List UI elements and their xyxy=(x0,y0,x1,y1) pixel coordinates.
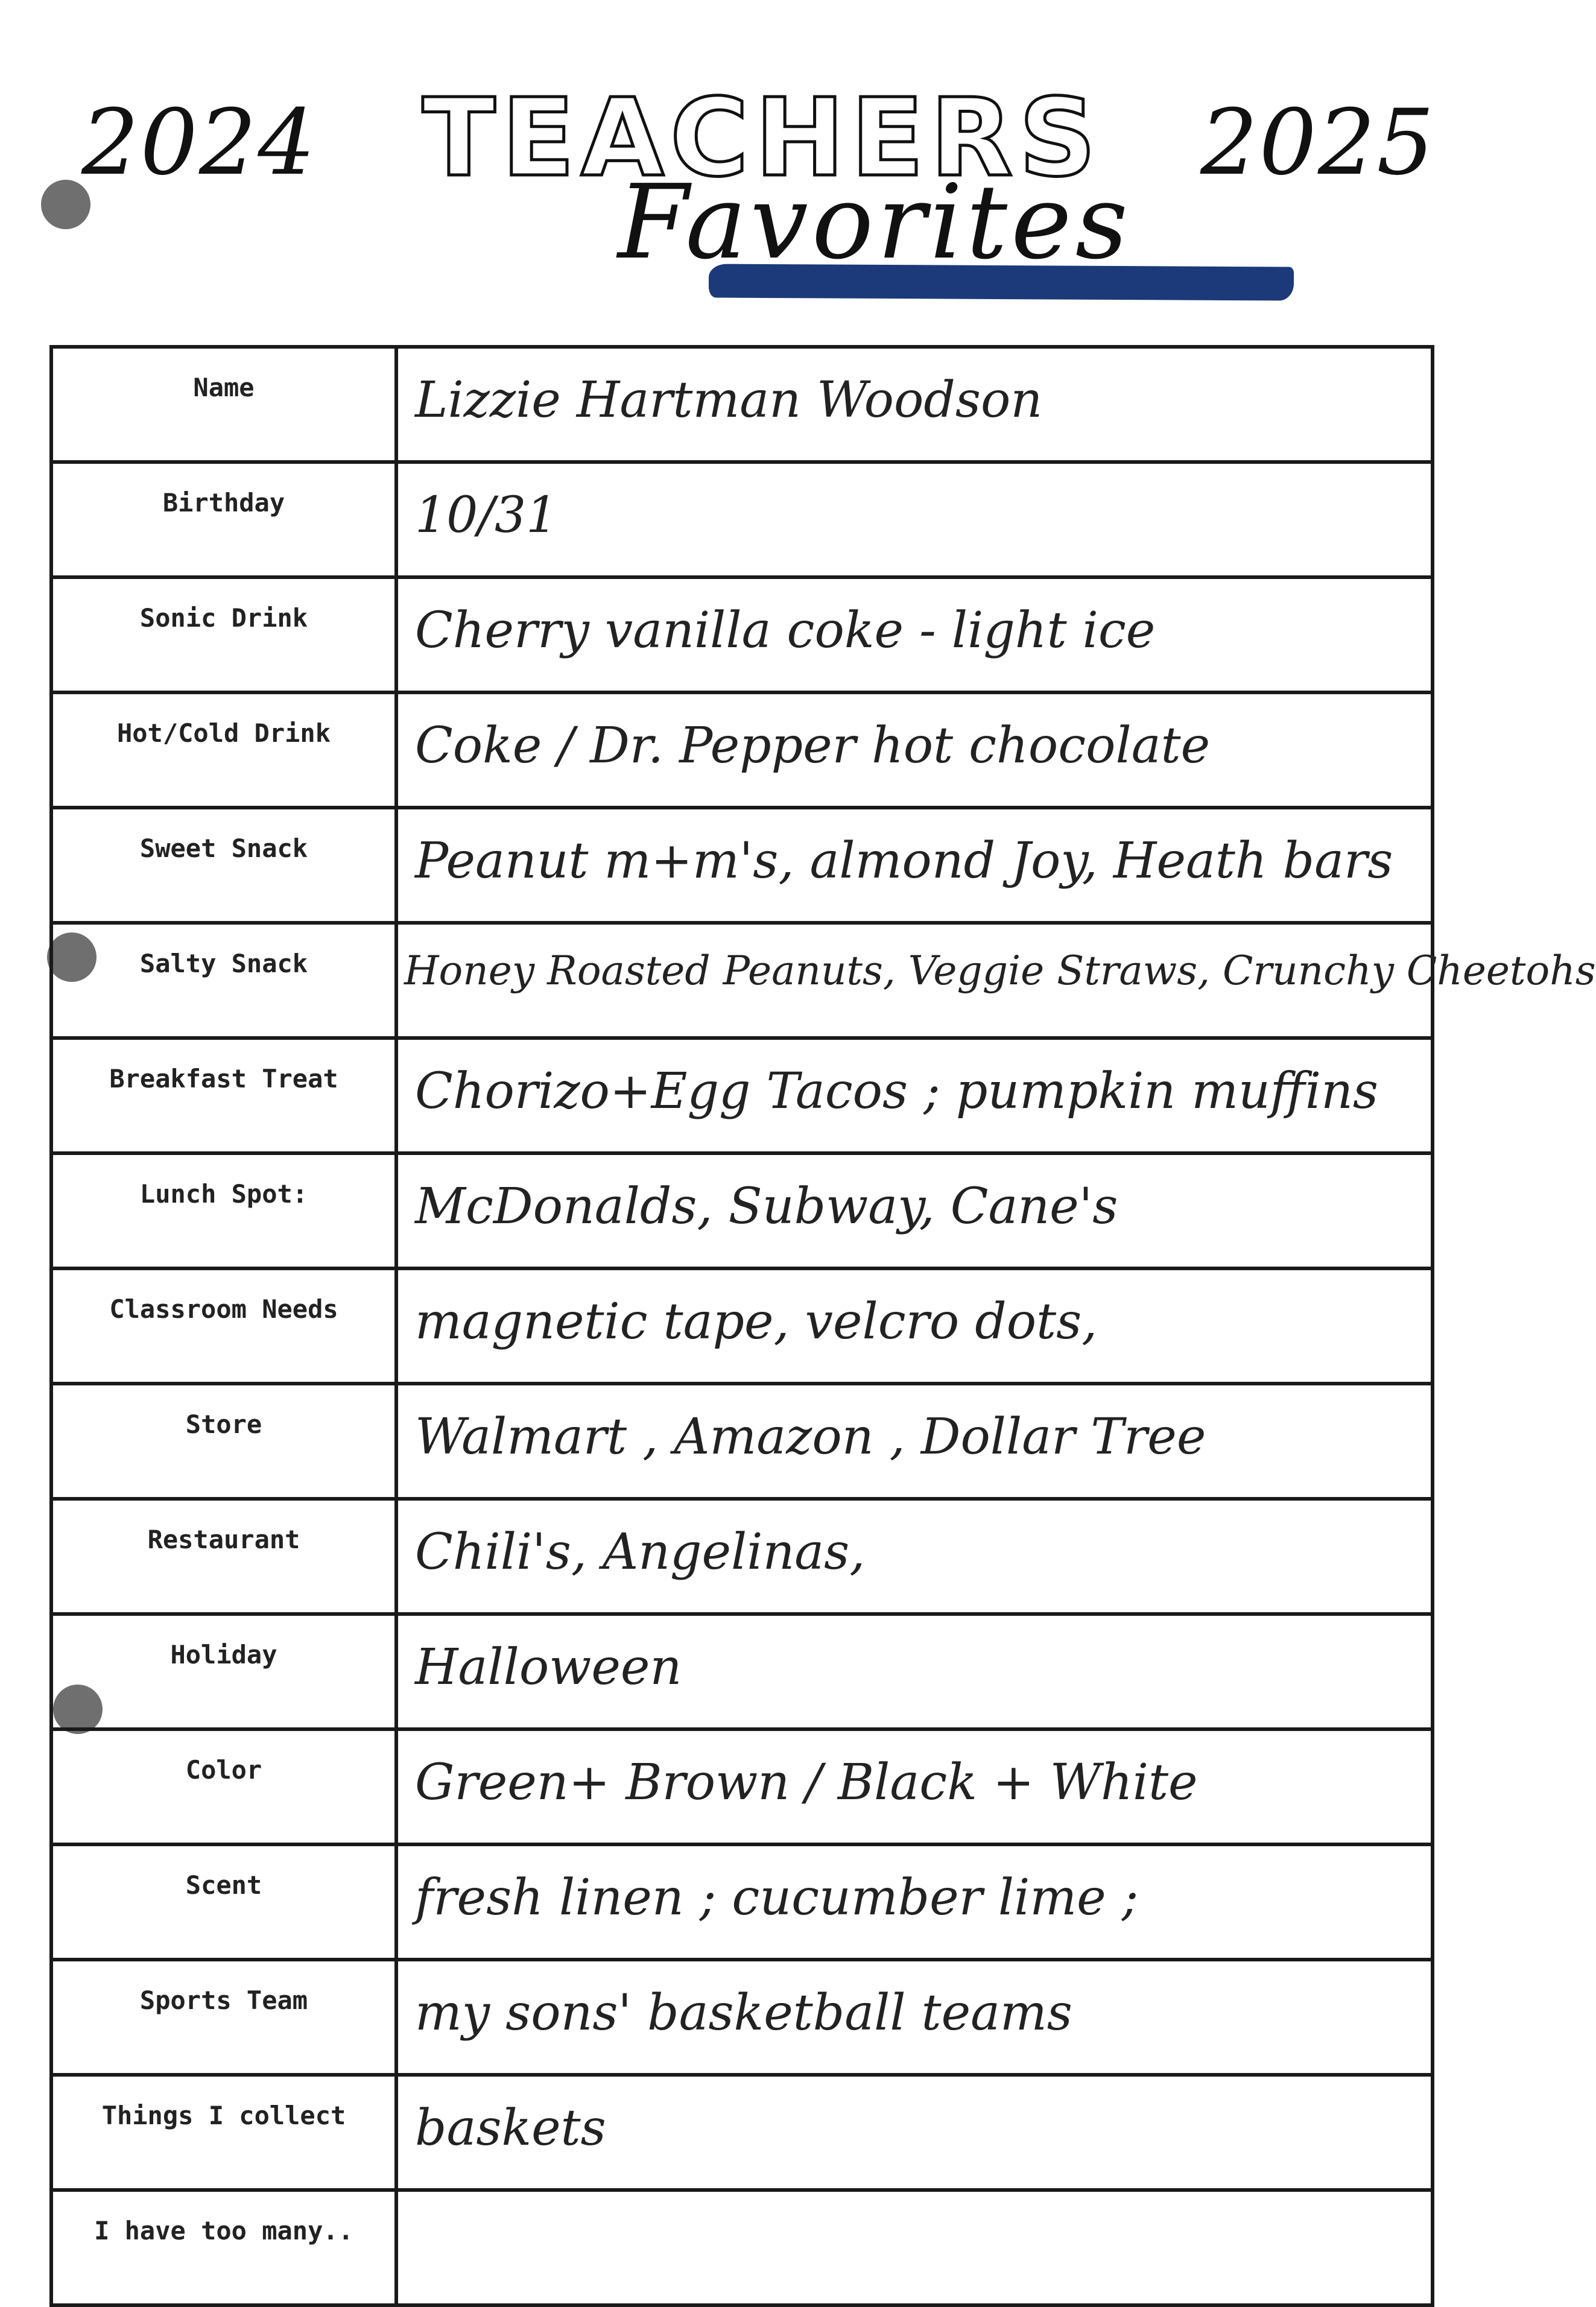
field-label: Hot/Cold Drink xyxy=(51,692,396,808)
table-row xyxy=(51,1844,1433,1960)
field-label: Restaurant xyxy=(51,1499,396,1614)
title-teachers: TEACHERS xyxy=(422,75,1103,200)
table-row xyxy=(51,577,1433,692)
field-label: I have too many.. xyxy=(51,2190,396,2305)
field-answer: magnetic tape, velcro dots, xyxy=(396,1268,1433,1384)
table-row xyxy=(51,1960,1433,2075)
field-answer: Chorizo+Egg Tacos ; pumpkin muffins xyxy=(396,1038,1433,1153)
table-row xyxy=(51,1038,1433,1153)
field-answer: Chili's, Angelinas, xyxy=(396,1499,1433,1614)
field-answer: Peanut m+m's, almond Joy, Heath bars xyxy=(396,808,1433,923)
table-row xyxy=(51,2075,1433,2190)
field-label: Sweet Snack xyxy=(51,808,396,923)
field-answer xyxy=(396,2190,1433,2305)
table-row xyxy=(51,2190,1433,2305)
field-label: Store xyxy=(51,1384,396,1499)
field-answer: Halloween xyxy=(396,1614,1433,1729)
table-row xyxy=(51,692,1433,808)
field-answer: Walmart , Amazon , Dollar Tree xyxy=(396,1384,1433,1499)
year-right: 2025 xyxy=(1200,90,1436,195)
table-row xyxy=(51,1729,1433,1844)
field-answer: McDonalds, Subway, Cane's xyxy=(396,1153,1433,1268)
field-answer: 10/31 xyxy=(396,462,1433,577)
field-label: Lunch Spot: xyxy=(51,1153,396,1268)
field-answer: Honey Roasted Peanuts, Veggie Straws, Crunchy Cheetohs xyxy=(396,923,1433,1038)
table-row xyxy=(51,1614,1433,1729)
year-left: 2024 xyxy=(81,90,317,195)
field-label: Name xyxy=(51,347,396,462)
table-row xyxy=(51,808,1433,923)
field-label: Things I collect xyxy=(51,2075,396,2190)
field-answer: Cherry vanilla coke - light ice xyxy=(396,577,1433,692)
field-answer: Coke / Dr. Pepper hot chocolate xyxy=(396,692,1433,808)
table-row xyxy=(51,923,1433,1038)
field-answer: baskets xyxy=(396,2075,1433,2190)
title-favorites: Favorites xyxy=(618,163,1132,282)
table-row xyxy=(51,347,1433,462)
field-label: Color xyxy=(51,1729,396,1844)
field-label: Sports Team xyxy=(51,1960,396,2075)
table-row xyxy=(51,1384,1433,1499)
table-row xyxy=(51,1268,1433,1384)
table-row xyxy=(51,462,1433,577)
field-answer: fresh linen ; cucumber lime ; xyxy=(396,1844,1433,1960)
field-label: Sonic Drink xyxy=(51,577,396,692)
table-row xyxy=(51,1499,1433,1614)
field-label: Birthday xyxy=(51,462,396,577)
field-answer: my sons' basketball teams xyxy=(396,1960,1433,2075)
field-label: Breakfast Treat xyxy=(51,1038,396,1153)
field-answer: Lizzie Hartman Woodson xyxy=(396,347,1433,462)
field-label: Salty Snack xyxy=(51,923,396,1038)
field-answer: Green+ Brown / Black + White xyxy=(396,1729,1433,1844)
field-label: Scent xyxy=(51,1844,396,1960)
table-row xyxy=(51,1153,1433,1268)
field-label: Holiday xyxy=(51,1614,396,1729)
field-label: Classroom Needs xyxy=(51,1268,396,1384)
favorites-table xyxy=(49,345,1596,2307)
